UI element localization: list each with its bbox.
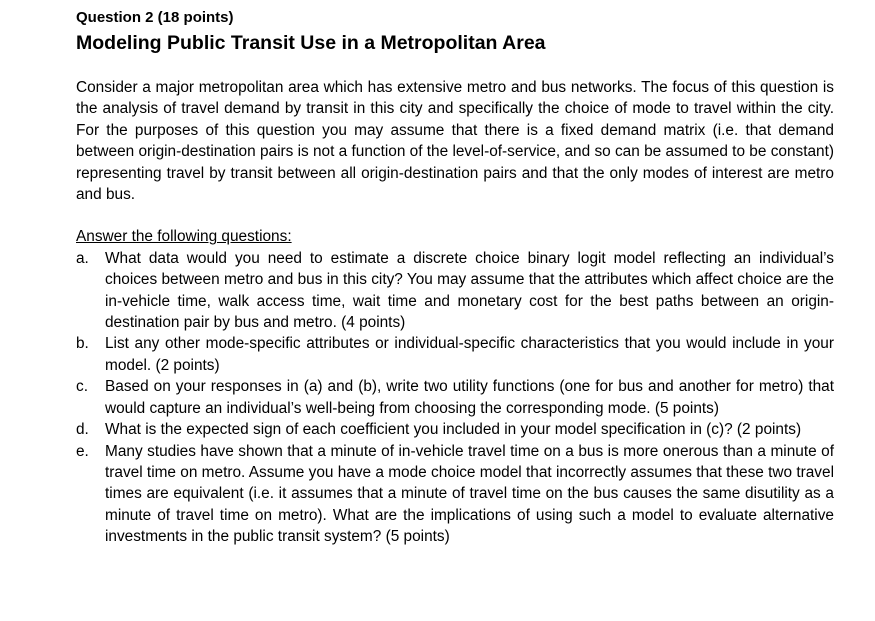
question-item-b	[76, 333, 834, 376]
question-item-c	[76, 376, 834, 419]
question-item-e	[76, 441, 834, 548]
question-label: Question 2 (18 points)	[76, 9, 234, 26]
instructions-heading: Answer the following questions:	[76, 228, 292, 246]
question-title: Modeling Public Transit Use in a Metropolitan Area	[76, 32, 546, 54]
question-list	[76, 248, 834, 548]
item-text: What data would you need to estimate a discrete choice binary logit model reflecting an individual’s choices between metro and bus in this city? You may assume that the attributes which affect choice are the in-vehicle time, walk access time, wait time and monetary cost for the best paths between an origin-destination pair by bus and metro. (4 points)	[105, 249, 834, 332]
question-item-d	[76, 419, 834, 440]
item-marker: e.	[76, 442, 89, 460]
item-marker: c.	[76, 378, 88, 396]
item-marker: d.	[76, 421, 89, 439]
item-text: Many studies have shown that a minute of in-vehicle travel time on a bus is more onerous than a minute of travel time on metro. Assume you have a mode choice model that incorrectly assumes that these two travel times are equivalent (i.e. it assumes that a minute of travel time on the bus causes the same disutility as a minute of travel time on metro). What are the implications of using such a model to evaluate alternative investments in the public transit system? (5 points)	[105, 442, 834, 546]
document-page	[76, 8, 834, 548]
question-item-a	[76, 248, 834, 334]
item-marker: a.	[76, 249, 89, 267]
intro-paragraph: Consider a major metropolitan area which has extensive metro and bus networks. The focus of this question is the analysis of travel demand by transit in this city and specifically the choice of mode to travel within the city. For the purposes of this question you may assume that there is a fixed demand matrix (i.e. that demand between origin-destination pairs is not a function of the level-of-service, and so can be assumed to be constant) representing travel by transit between all origin-destination pairs and that the only modes of interest are metro and bus.	[76, 79, 834, 204]
item-text: What is the expected sign of each coefficient you included in your model specification in (c)? (2 points)	[105, 421, 802, 439]
item-text: List any other mode-specific attributes or individual-specific characteristics that you would include in your model. (2 points)	[105, 335, 834, 374]
item-text: Based on your responses in (a) and (b), write two utility functions (one for bus and another for metro) that would capture an individual’s well-being from choosing the corresponding mode. (5 points)	[105, 378, 834, 417]
item-marker: b.	[76, 335, 89, 353]
